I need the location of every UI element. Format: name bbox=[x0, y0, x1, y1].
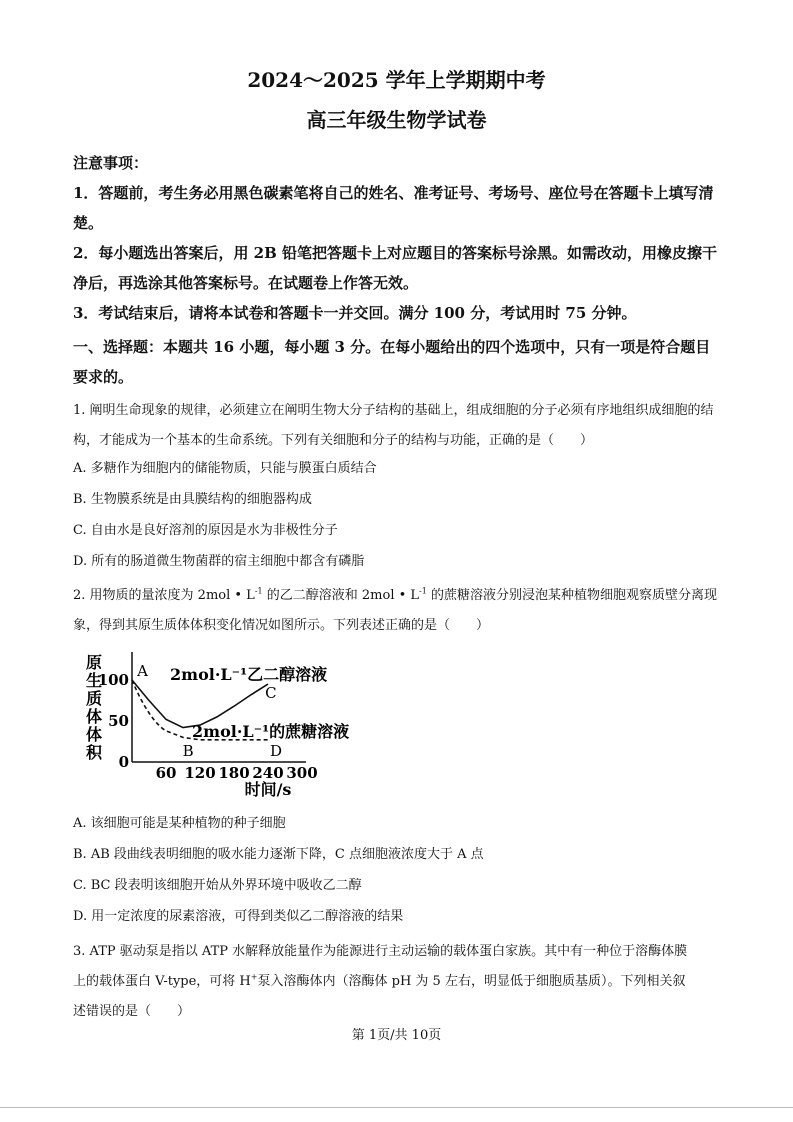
series-label: 2mol·L⁻¹乙二醇溶液 bbox=[170, 665, 328, 684]
question-1-option-a: A. 多糖作为细胞内的储能物质，只能与膜蛋白质结合 bbox=[73, 461, 377, 476]
q2-stem-part: 2. 用物质的量浓度为 2mol • L bbox=[73, 588, 255, 603]
point-label: B bbox=[182, 741, 194, 760]
y-tick-label: 0 bbox=[118, 753, 129, 771]
q3-part: 上的载体蛋白 V-type，可将 H bbox=[73, 974, 251, 989]
y-axis-label-char: 生 bbox=[86, 671, 103, 690]
note-item: 2．每小题选出答案后，用 2B 铅笔把答题卡上对应题目的答案标号涂黑。如需改动，用橡皮擦干净后，再选涂其他答案标号。在试题卷上作答无效。 bbox=[73, 244, 718, 292]
y-axis-label-char: 体 bbox=[86, 707, 103, 726]
x-tick-label: 300 bbox=[286, 764, 318, 782]
q2-sup: -1 bbox=[419, 586, 427, 596]
question-1-option-c: C. 自由水是良好溶剂的原因是水为非极性分子 bbox=[73, 523, 338, 538]
note-item: 1．答题前，考生务必用黑色碳素笔将自己的姓名、准考证号、考场号、座位号在答题卡上填写清楚。 bbox=[73, 184, 714, 232]
exam-subtitle: 高三年级生物学试卷 bbox=[306, 108, 487, 132]
exam-title: 2024～2025 学年上学期期中考 bbox=[247, 68, 546, 92]
q2-sup: -1 bbox=[254, 586, 263, 596]
x-tick-label: 120 bbox=[184, 764, 216, 782]
question-2-option-b: B. AB 段曲线表明细胞的吸水能力逐渐下降，C 点细胞液浓度大于 A 点 bbox=[73, 847, 484, 862]
x-axis-label: 时间/s bbox=[244, 780, 292, 799]
question-1-option-b: B. 生物膜系统是由具膜结构的细胞器构成 bbox=[73, 492, 312, 507]
divider bbox=[0, 1107, 793, 1108]
protoplast-volume-chart bbox=[80, 648, 380, 800]
point-label: C bbox=[265, 684, 277, 703]
point-label: A bbox=[137, 662, 148, 680]
q2-stem-part: 的蔗糖溶液分别浸泡某种植物细胞观察质壁分离现象，得到其原生质体体积变化情况如图所示。下列表述正确的是（ ） bbox=[73, 588, 717, 633]
x-tick-label: 240 bbox=[252, 764, 284, 782]
q3-sup: + bbox=[250, 972, 258, 982]
question-2-option-c: C. BC 段表明该细胞开始从外界环境中吸收乙二醇 bbox=[73, 878, 362, 893]
note-item: 3．考试结束后，请将本试卷和答题卡一并交回。满分 100 分，考试用时 75 分钟。 bbox=[73, 304, 637, 322]
section-heading: 一、选择题：本题共 16 小题，每小题 3 分。在每小题给出的四个选项中，只有一项是符合题目要求的。 bbox=[73, 338, 711, 386]
notes-heading: 注意事项： bbox=[73, 154, 149, 172]
q3-line: 3. ATP 驱动泵是指以 ATP 水解释放能量作为能源进行主动运输的载体蛋白家族。其中有一种位于溶酶体膜 bbox=[73, 944, 688, 959]
question-2-option-d: D. 用一定浓度的尿素溶液，可得到类似乙二醇溶液的结果 bbox=[73, 909, 404, 924]
series-label: 2mol·L⁻¹的蔗糖溶液 bbox=[192, 722, 350, 741]
y-axis-label-char: 质 bbox=[86, 689, 103, 708]
ethylene-glycol-curve bbox=[132, 680, 268, 728]
x-tick-label: 180 bbox=[218, 764, 250, 782]
question-1-option-d: D. 所有的肠道微生物菌群的宿主细胞中都含有磷脂 bbox=[73, 554, 365, 569]
y-tick-label: 100 bbox=[97, 671, 129, 689]
y-axis-label-char: 积 bbox=[86, 743, 103, 762]
x-tick-label: 60 bbox=[155, 764, 177, 782]
question-2-stem bbox=[73, 581, 723, 641]
q2-stem-part: 的乙二醇溶液和 2mol • L bbox=[262, 588, 420, 603]
question-1-stem: 1. 阐明生命现象的规律，必须建立在阐明生物大分子结构的基础上，组成细胞的分子必须有序地组织成细胞的结构，才能成为一个基本的生命系统。下列有关细胞和分子的结构与功能，正确的是（ ） bbox=[73, 403, 714, 448]
q3-line: 述错误的是（ ） bbox=[73, 1004, 191, 1019]
y-axis-label-char: 体 bbox=[86, 725, 103, 744]
page-number: 第 1页/共 10页 bbox=[351, 1028, 442, 1043]
question-3-stem bbox=[73, 937, 723, 1027]
y-axis-label-char: 原 bbox=[86, 653, 103, 672]
question-2-option-a: A. 该细胞可能是某种植物的种子细胞 bbox=[73, 816, 286, 831]
q3-line bbox=[73, 967, 723, 997]
q3-part: 泵入溶酶体内（溶酶体 pH 为 5 左右，明显低于细胞质基质）。下列相关叙 bbox=[257, 974, 686, 989]
point-label: D bbox=[270, 741, 283, 760]
y-tick-label: 50 bbox=[108, 712, 129, 730]
